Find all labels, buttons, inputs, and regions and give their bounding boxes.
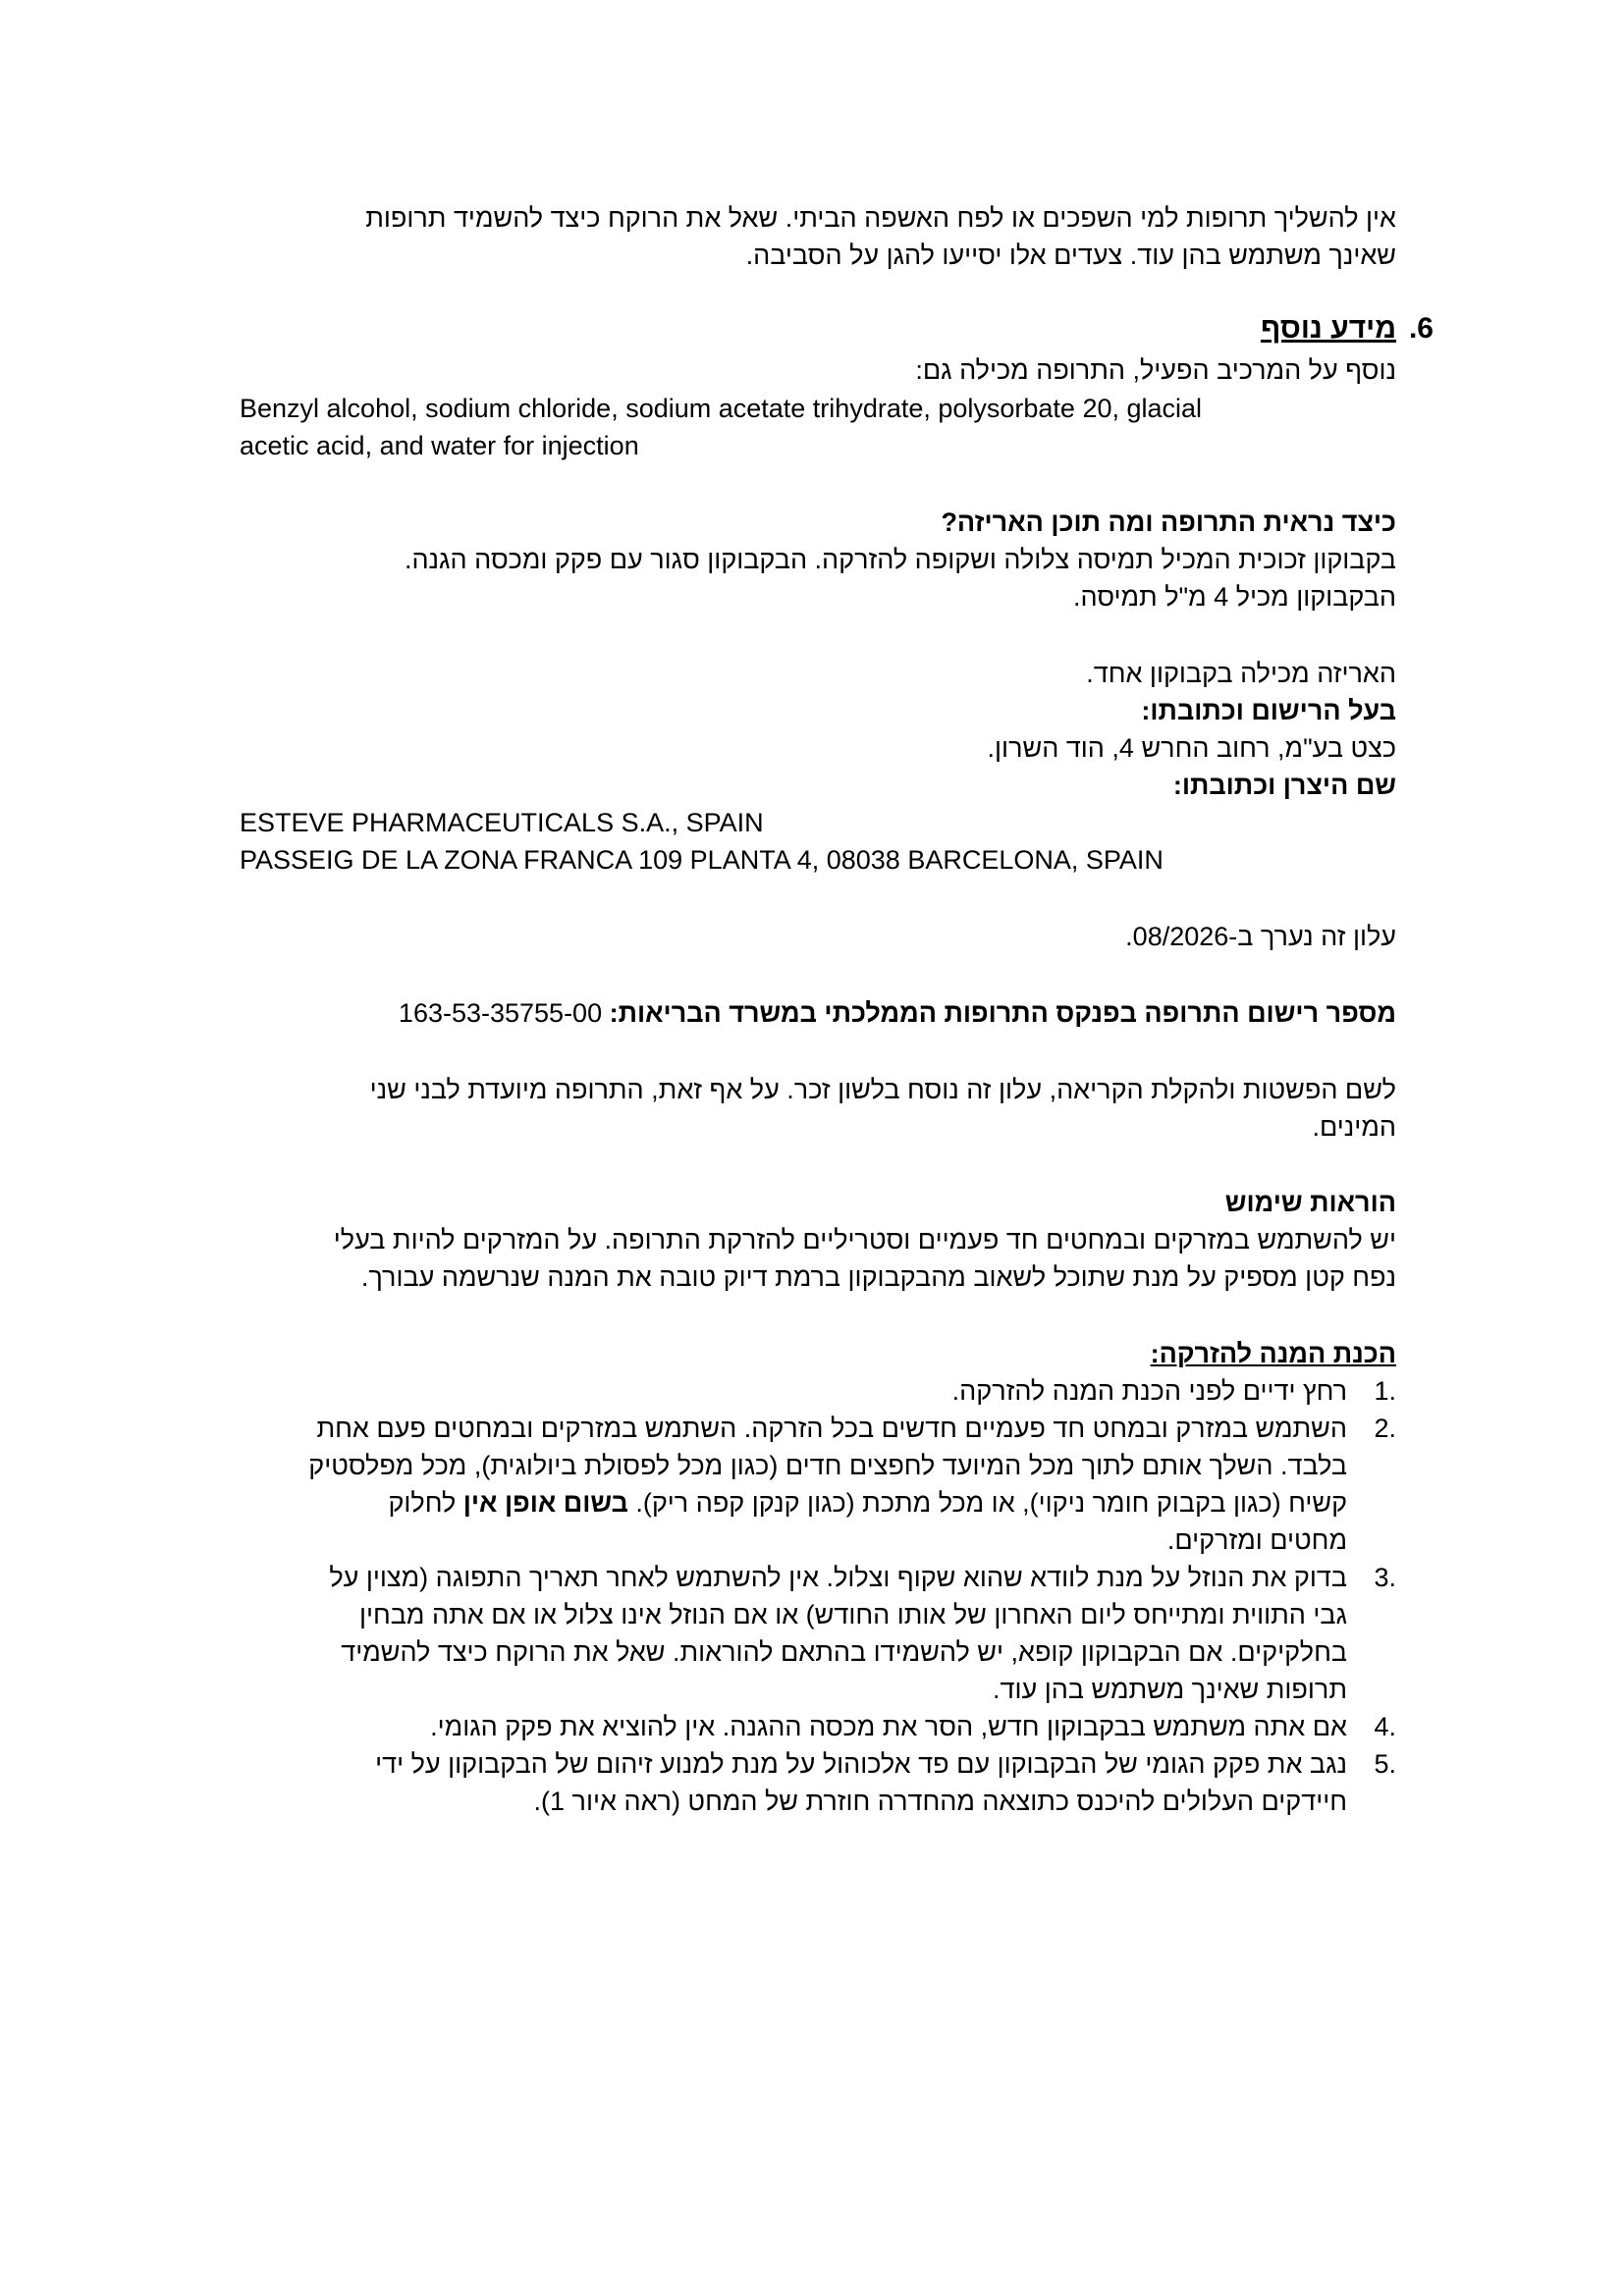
gender-note-line-1: לשם הפשטות ולהקלת הקריאה, עלון זה נוסח בלשון זכר. על אף זאת, התרופה מיועדת לבני שני: [369, 1075, 1396, 1104]
step-3-line-1: בדוק את הנוזל על מנת לוודא שהוא שקוף וצלול. אין להשתמש לאחר תאריך התפוגה (מצוין על: [329, 1563, 1347, 1592]
manufacturer-line-2: PASSEIG DE LA ZONA FRANCA 109 PLANTA 4, 08038 BARCELONA, SPAIN: [240, 845, 1164, 875]
excipients-line-1: Benzyl alcohol, sodium chloride, sodium acetate trihydrate, polysorbate 20, glacial: [240, 394, 1203, 423]
appearance-line-1: בקבוקון זכוכית המכיל תמיסה צלולה ושקופה להזרקה. הבקבוקון סגור עם פקק ומכסה הגנה.: [404, 545, 1396, 574]
preparation-heading: הכנת המנה להזרקה:: [1150, 1339, 1396, 1368]
step-5-line-2: חיידקים העלולים להיכנס כתוצאה מהחדרה חוזרת של המחט (ראה איור 1).: [533, 1787, 1347, 1816]
step-number: 3.: [1374, 1563, 1396, 1592]
step-5-line-1: נגב את פקק הגומי של הבקבוקון עם פד אלכוהול על מנת למנוע זיהום של הבקבוקון על ידי: [375, 1749, 1347, 1779]
step-3-line-4: תרופות שאינך משתמש בהן עוד.: [993, 1675, 1347, 1704]
step-4-line-1: אם אתה משתמש בבקבוקון חדש, הסר את מכסה ההגנה. אין להוציא את פקק הגומי.: [430, 1712, 1347, 1741]
registration-label: מספר רישום התרופה בפנקס התרופות הממלכתי במשרד הבריאות:: [609, 998, 1396, 1028]
gender-note-line-2: המינים.: [1312, 1112, 1396, 1142]
step-2-line-3-post: לחלוק: [388, 1488, 463, 1518]
appearance-heading: כיצד נראית התרופה ומה תוכן האריזה?: [941, 507, 1396, 537]
step-2-line-2: בלבד. השלך אותם לתוך מכל המיועד לחפצים חדים (כגון מכל לפסולת ביולוגית), מכל מפלסטיק: [308, 1451, 1347, 1480]
step-2-line-3-pre: קשיח (כגון בקבוק חומר ניקוי), או מכל מתכת (כגון קנקן קפה ריק).: [627, 1488, 1347, 1518]
section-number: .6: [1408, 312, 1434, 345]
step-2-line-3-bold: בשום אופן אין: [462, 1488, 628, 1518]
usage-heading: הוראות שימוש: [1224, 1188, 1396, 1217]
step-3-line-2: גבי התווית ומתייחס ליום האחרון של אותו החודש) או אם הנוזל אינו צלול או אם אתה מבחין: [358, 1600, 1347, 1629]
registration-number: 163-53-35755-00: [398, 998, 603, 1028]
usage-line-1: יש להשתמש במזרקים ובמחטים חד פעמיים וסטריליים להזרקת התרופה. על המזרקים להיות בעלי: [333, 1225, 1396, 1255]
registration-line: [399, 994, 1396, 1032]
step-number: 4.: [1374, 1712, 1396, 1741]
manufacturer-line-1: ESTEVE PHARMACEUTICALS S.A., SPAIN: [240, 808, 764, 837]
holder-address: כצט בע"מ, רחוב החרש 4, הוד השרון.: [987, 733, 1396, 763]
step-number: 2.: [1374, 1414, 1396, 1443]
holder-heading: בעל הרישום וכתובתו:: [1141, 696, 1396, 725]
section6-intro: נוסף על המרכיב הפעיל, התרופה מכילה גם:: [915, 355, 1396, 385]
step-2-line-4: מחטים ומזרקים.: [1166, 1525, 1347, 1555]
step-1-line-1: רחץ ידיים לפני הכנת המנה להזרקה.: [951, 1376, 1347, 1406]
disposal-line-2: שאינך משתמש בהן עוד. צעדים אלו יסייעו להגן על הסביבה.: [745, 240, 1396, 270]
manufacturer-heading: שם היצרן וכתובתו:: [1172, 771, 1396, 800]
step-2-line-1: השתמש במזרק ובמחט חד פעמיים חדשים בכל הזרקה. השתמש במזרקים ובמחטים פעם אחת: [316, 1414, 1347, 1443]
step-number: 5.: [1374, 1749, 1396, 1779]
step-number: 1.: [1374, 1376, 1396, 1406]
package-content: האריזה מכילה בקבוקון אחד.: [1086, 659, 1396, 688]
step-3-line-3: בחלקיקים. אם הבקבוקון קופא, יש להשמידו בהתאם להוראות. שאל את הרוקח כיצד להשמיד: [341, 1637, 1347, 1667]
step-2-line-3: [388, 1484, 1347, 1522]
excipients-line-2: acetic acid, and water for injection: [240, 431, 639, 460]
appearance-line-2: הבקבוקון מכיל 4 מ"ל תמיסה.: [1072, 582, 1396, 612]
revision-date: עלון זה נערך ב-08/2026.: [1125, 922, 1396, 951]
usage-line-2: נפח קטן מספיק על מנת שתוכל לשאוב מהבקבוקון ברמת דיוק טובה את המנה שנרשמה עבורך.: [360, 1262, 1396, 1292]
disposal-line-1: אין להשליך תרופות למי השפכים או לפח האשפה הביתי. שאל את הרוקח כיצד להשמיד תרופות: [365, 203, 1396, 233]
section-title: מידע נוסף: [1260, 312, 1396, 345]
